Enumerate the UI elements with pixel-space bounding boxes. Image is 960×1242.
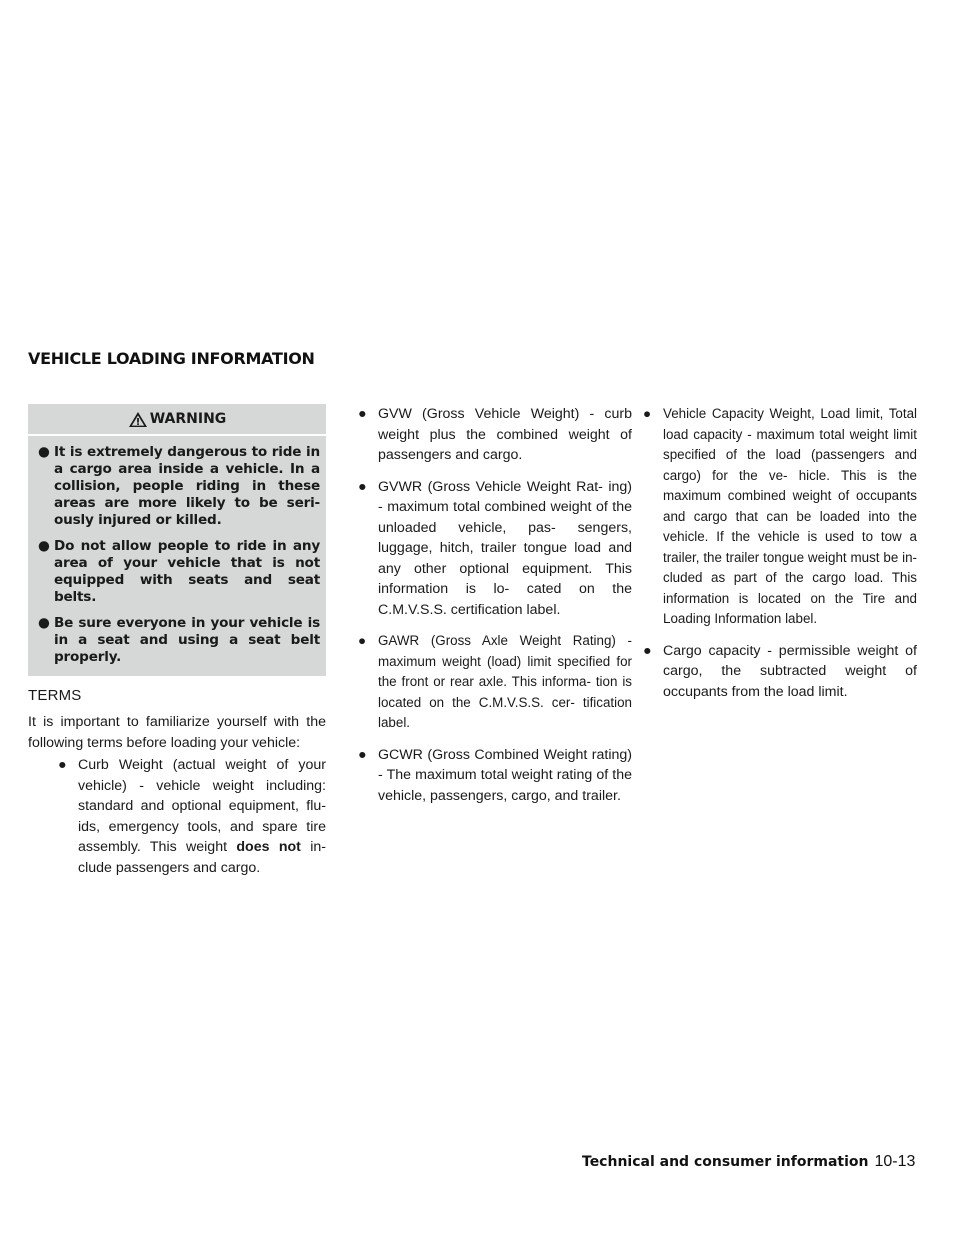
term-text: Vehicle Capacity Weight, Load limit, Total load capacity - maximum total weight limit specified of the load (passengers and cargo) for the ve- hicle. This is the maximum combined weight of occupants and cargo that can be loaded into the vehicle. If the vehicle is used to tow a trailer, the trailer tongue weight must be in- cluded as part of the cargo load. This information is located on the Tire and Loading Information label. <box>663 406 917 626</box>
column-1 <box>28 404 326 889</box>
curb-weight-emphasis: does not <box>236 839 301 855</box>
bullet: ● <box>58 757 67 773</box>
warning-text: Do not allow people to ride in any area of your vehicle that is not equipped with seats and seat belts. <box>54 538 320 605</box>
bullet: ● <box>38 615 50 631</box>
warning-item <box>34 444 320 529</box>
footer-section-name: Technical and consumer information <box>582 1154 869 1170</box>
warning-triangle-icon <box>128 411 148 428</box>
bullet: ● <box>38 444 50 460</box>
page-number: 10-13 <box>874 1153 916 1170</box>
warning-item <box>34 615 320 666</box>
column-2 <box>356 404 632 817</box>
warning-box <box>28 404 326 676</box>
term-item-cargo-capacity <box>641 641 917 703</box>
term-item-gawr <box>356 631 632 734</box>
bullet: ● <box>358 478 367 495</box>
term-item-gvw <box>356 404 632 466</box>
page-footer <box>582 1153 915 1171</box>
term-text: GVWR (Gross Vehicle Weight Rat- ing) - maximum total combined weight of the unloaded vehicle, pas- sengers, luggage, hitch, trailer tongue load and any other optional equipment. This information is lo- cated on the C.M.V.S.S. certification label. <box>378 478 632 618</box>
column-3 <box>641 404 917 713</box>
terms-intro: It is important to familiarize yourself with the following terms before loading your vehicle: <box>28 714 326 751</box>
term-text: Cargo capacity - permissible weight of cargo, the subtracted weight of occupants from the load limit. <box>663 642 917 700</box>
term-item-gvwr <box>356 477 632 621</box>
bullet: ● <box>358 406 367 422</box>
warning-label: WARNING <box>149 411 227 427</box>
term-text: GAWR (Gross Axle Weight Rating) - maximum weight (load) limit specified for the front or rear axle. This informa- tion is located on the C.M.V.S.S. cer- tification label. <box>378 633 632 730</box>
terms-heading: TERMS <box>28 687 82 704</box>
warning-item <box>34 538 320 606</box>
term-item-curb-weight <box>56 755 326 878</box>
curb-weight-text: Curb Weight (actual weight of your vehicle) - vehicle weight including: standard and optional equipment, flu- ids, emergency tools, and spare tire assembly. This weight <box>78 757 326 855</box>
term-item-vehicle-capacity <box>641 404 917 630</box>
term-text: GVW (Gross Vehicle Weight) - curb weight plus the combined weight of passengers and cargo. <box>378 406 632 463</box>
term-text: GCWR (Gross Combined Weight rating) - The maximum total weight rating of the vehicle, passengers, cargo, and trailer. <box>378 746 632 804</box>
bullet: ● <box>358 746 367 763</box>
bullet: ● <box>38 538 50 554</box>
warning-text: Be sure everyone in your vehicle is in a seat and using a seat belt properly. <box>54 615 320 665</box>
warning-text: It is extremely dangerous to ride in a cargo area inside a vehicle. In a collision, people riding in these areas are more likely to be seri- ously injured or killed. <box>54 444 320 528</box>
bullet: ● <box>358 633 367 648</box>
curb-weight-text-end: in- clude passengers and cargo. <box>78 839 326 876</box>
term-text <box>78 755 326 878</box>
warning-heading <box>28 404 326 436</box>
bullet: ● <box>643 406 652 421</box>
term-item-gcwr <box>356 745 632 807</box>
section-title: VEHICLE LOADING INFORMATION <box>28 349 315 368</box>
bullet: ● <box>643 642 652 659</box>
